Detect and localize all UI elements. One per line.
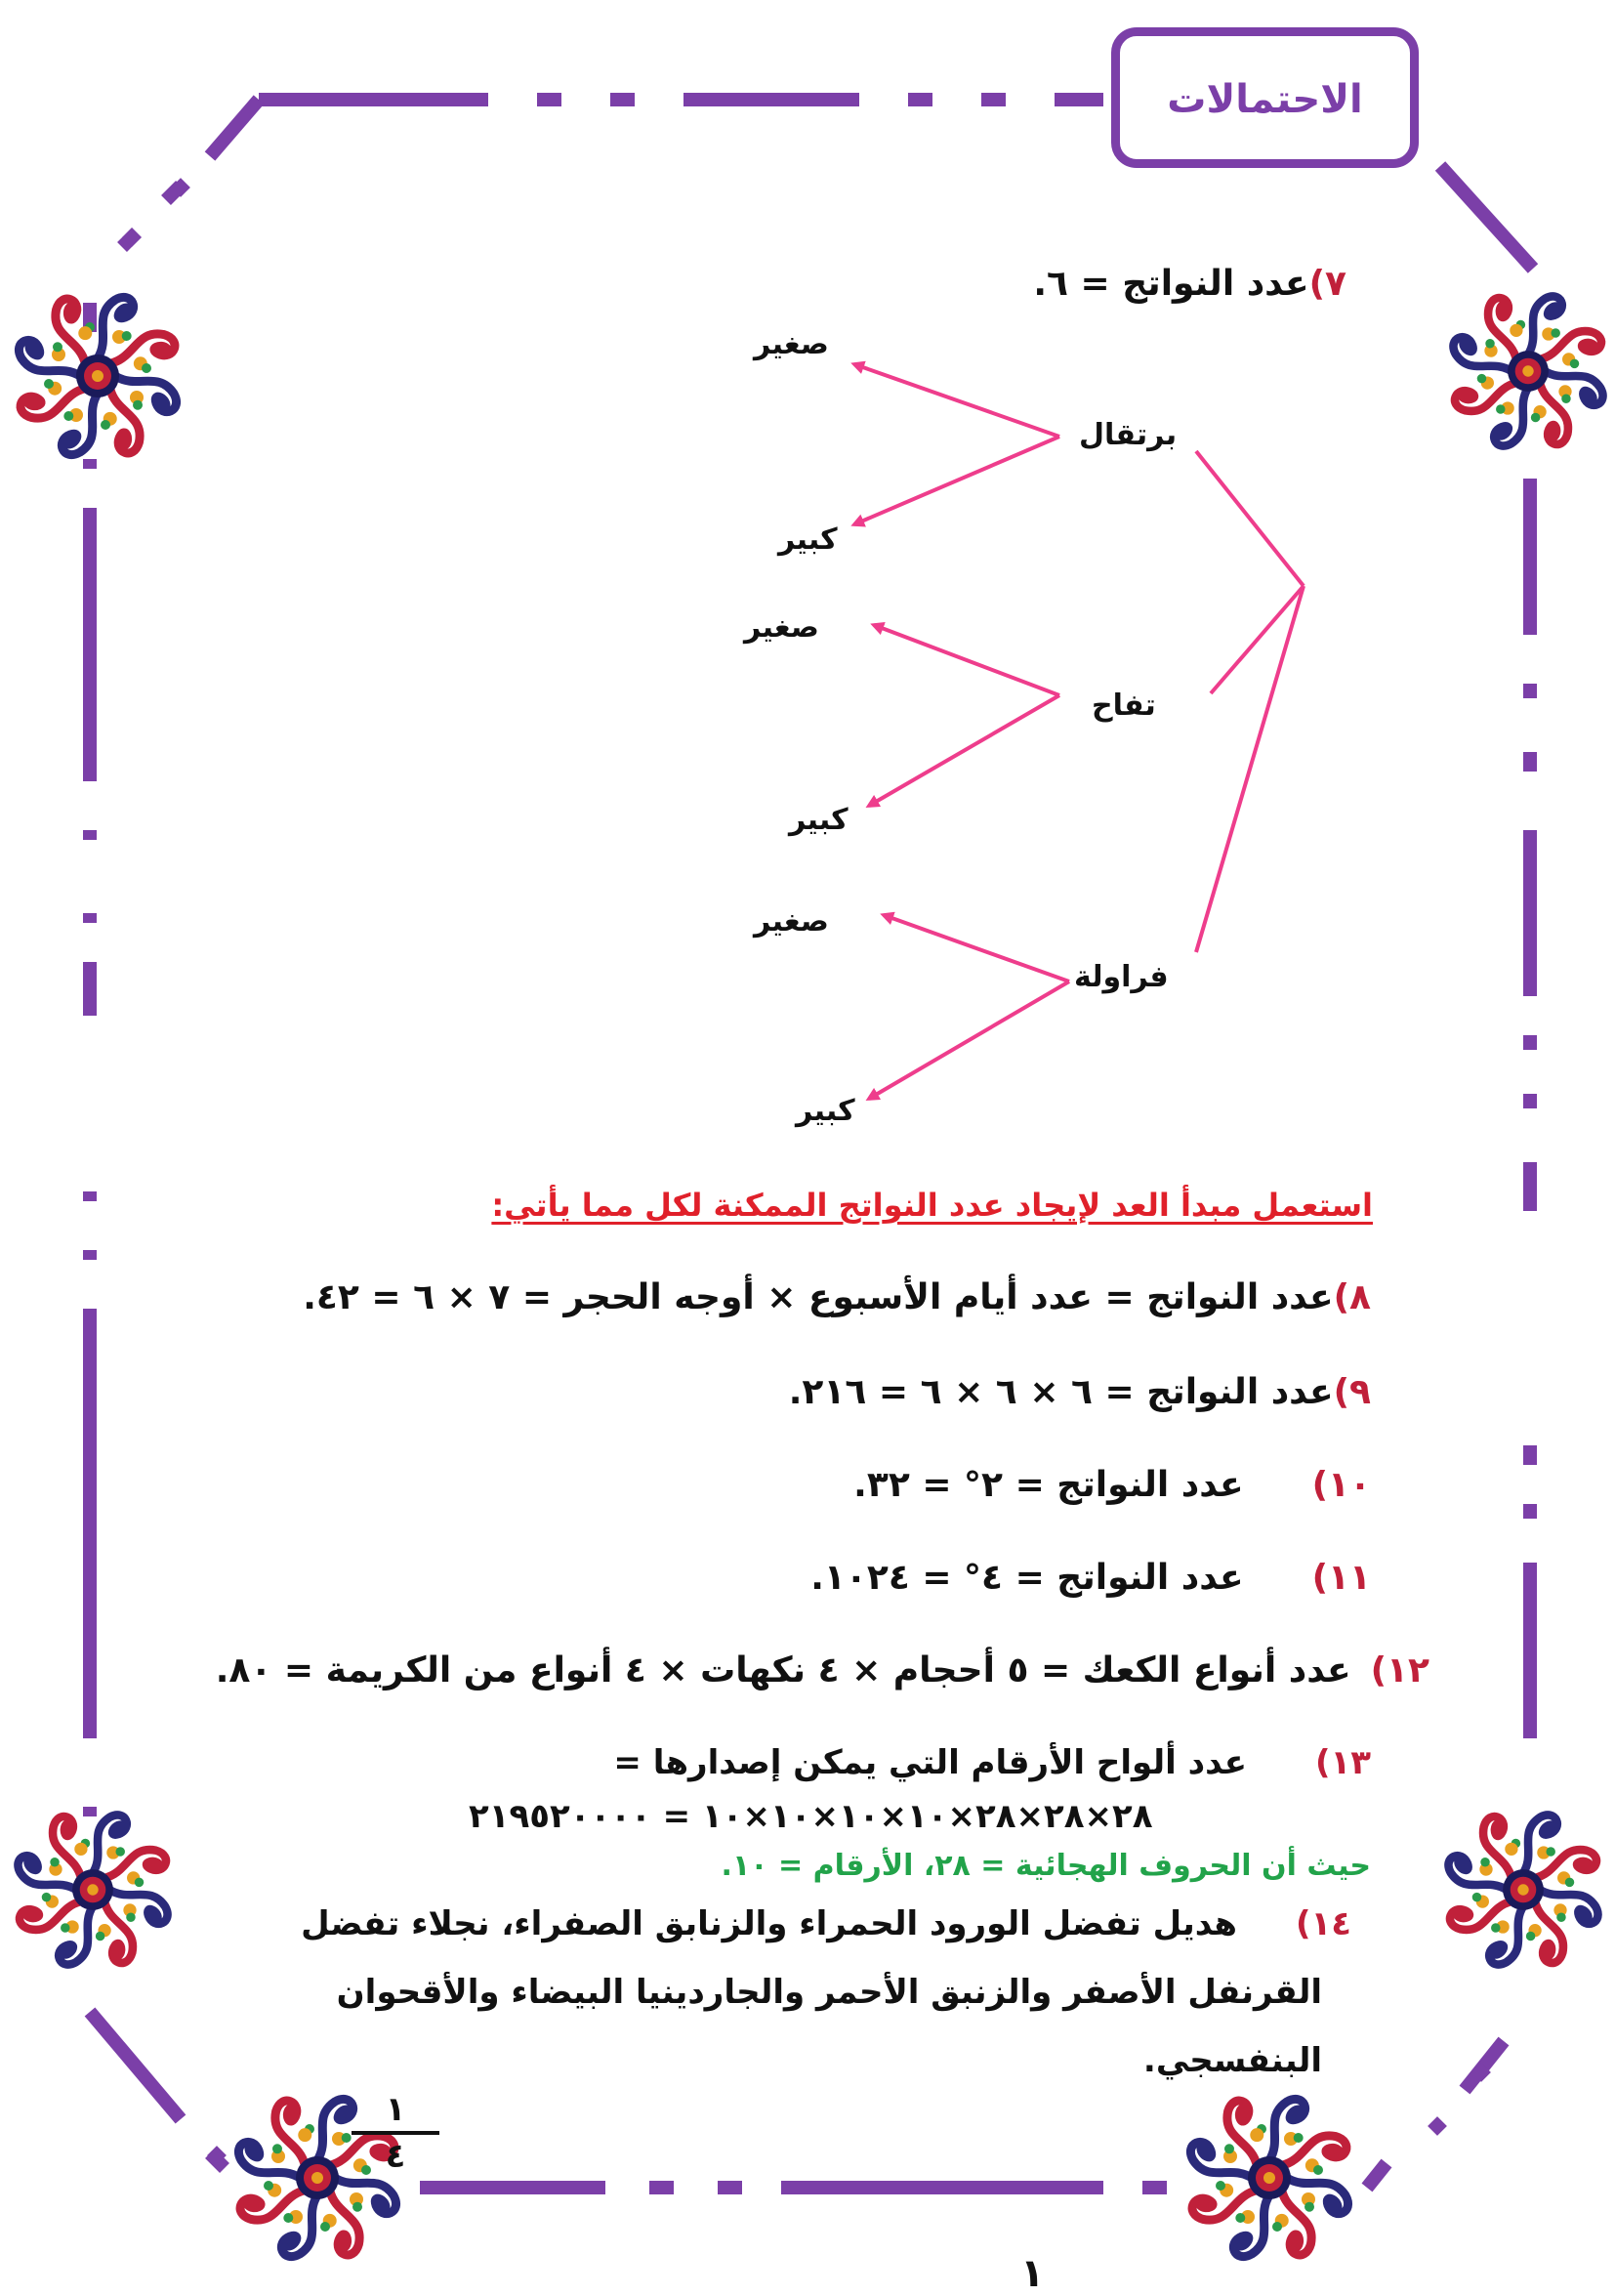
q13-number: ١٣)	[1314, 1743, 1371, 1782]
item-number: ١٠)	[1311, 1465, 1371, 1505]
item-number: ١٢)	[1370, 1650, 1429, 1691]
tree-fruit-orange: برتقال	[1079, 418, 1178, 452]
ornament-icon	[0, 1797, 186, 1983]
tree-size-large: كبير	[778, 522, 838, 557]
q7-number: ٧)	[1308, 264, 1346, 304]
item-row	[789, 1372, 1371, 1412]
tree-size-large: كبير	[796, 1094, 855, 1128]
tree-size-large: كبير	[789, 803, 849, 837]
item-text: عدد أنواع الكعك = ٥ أحجام × ٤ نكهات × ٤ أنواع من الكريمة = ٨٠.	[215, 1650, 1351, 1691]
arrow-line	[854, 364, 1059, 437]
arrow-line	[869, 981, 1069, 1099]
arrow-line	[874, 625, 1059, 695]
item-text: عدد النواتج = عدد أيام الأسبوع × أوجه الحجر = ٧ × ٦ = ٤٢.	[303, 1277, 1334, 1317]
q14-line2: القرنفل الأصفر والزنبق الأحمر والجاردينيا البيضاء والأقحوان	[336, 1973, 1322, 2012]
arrow-line	[884, 915, 1069, 981]
fraction-numerator: ١	[385, 2090, 406, 2129]
page-title: الاحتمالات	[1167, 77, 1363, 122]
item-row	[810, 1558, 1371, 1598]
tree-fruit-strawberry: فراولة	[1074, 960, 1169, 994]
item-text: عدد النواتج = ٦ × ٦ × ٦ = ٢١٦.	[788, 1372, 1334, 1412]
item-number: ٩)	[1333, 1372, 1371, 1412]
tree-size-small: صغير	[754, 327, 829, 361]
q7-text: عدد النواتج = ٦.	[1033, 264, 1309, 304]
q14-line1: ١٤)هديل تفضل الورود الحمراء والزنابق الصفراء، نجلاء تفضل	[301, 1904, 1351, 1943]
item-row	[853, 1465, 1371, 1505]
tree-size-small: صغير	[744, 610, 819, 645]
q13-line1: ١٣)عدد ألواح الأرقام التي يمكن إصدارها =	[613, 1743, 1371, 1782]
footer-fraction	[337, 2090, 454, 2176]
tree-fruit-apple: تفاح	[1092, 689, 1156, 723]
item-row	[216, 1650, 1429, 1691]
item-number: ٨)	[1333, 1277, 1371, 1317]
branch-line	[1196, 451, 1304, 586]
tree-size-small: صغير	[754, 904, 829, 939]
instruction-heading: استعمل مبدأ العد لإيجاد عدد النواتج الممكنة لكل مما يأتي:	[491, 1187, 1373, 1224]
item-text: عدد النواتج = ٢° = ٣٢.	[853, 1465, 1244, 1505]
q13-line2: ٢٨×٢٨×٢٨×١٠×١٠×١٠×١٠ = ٢١٩٥٢٠٠٠٠	[469, 1797, 1153, 1836]
item-text: عدد النواتج = ٤° = ١٠٢٤.	[810, 1558, 1244, 1598]
page-number: ١	[1020, 2251, 1045, 2296]
ornament-icon	[1430, 1797, 1615, 1983]
q14-number: ١٤)	[1295, 1904, 1351, 1943]
item-row	[303, 1277, 1371, 1317]
fraction-denominator: ٤	[385, 2137, 406, 2176]
item-number: ١١)	[1311, 1558, 1371, 1598]
branch-line	[1196, 586, 1304, 952]
arrow-line	[869, 695, 1059, 806]
arrow-line	[854, 437, 1059, 524]
q14-line3: البنفسجي.	[1142, 2041, 1322, 2080]
q13-note: حيث أن الحروف الهجائية = ٢٨، الأرقام = ١٠.	[721, 1849, 1371, 1883]
ornament-icon	[1172, 2080, 1367, 2275]
